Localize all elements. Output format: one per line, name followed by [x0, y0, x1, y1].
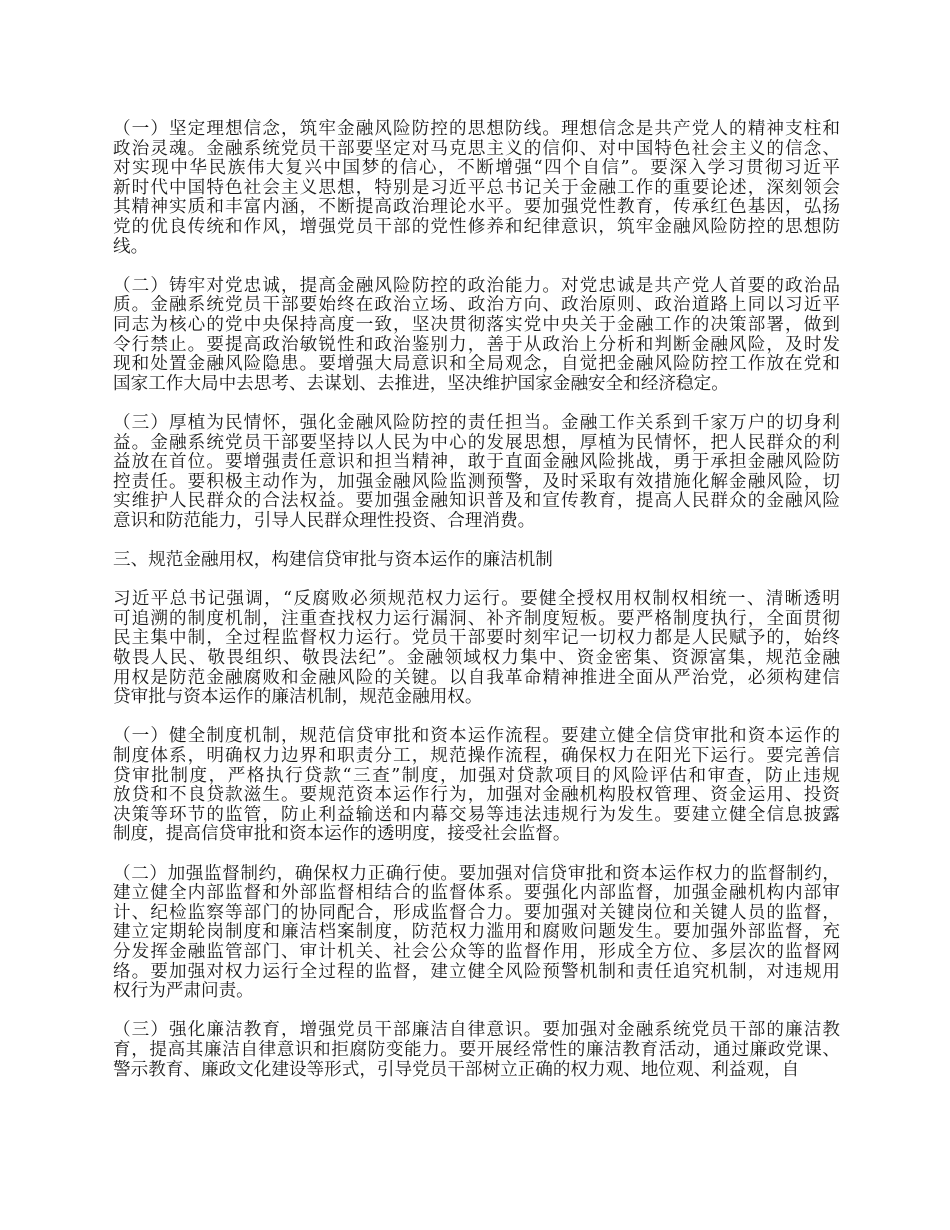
- section-heading: [113, 551, 840, 571]
- document-page: [113, 120, 840, 1100]
- text-line: 贷审批制度，严格执行贷款“三查”制度，加强对贷款项目的风险评估和审查，防止违规: [113, 765, 840, 786]
- text-line: 决策等环节的监管，防止利益输送和内幕交易等违法违规行为发生。要建立健全信息披露: [113, 804, 840, 825]
- text-line: 敬畏人民、敬畏组织、敬畏法纪”。金融领域权力集中、资金密集、资源富集，规范金融: [113, 648, 840, 669]
- text-line: 制度体系，明确权力边界和职责分工，规范操作流程，确保权力在阳光下运行。要完善信: [113, 746, 840, 766]
- text-line: （二）加强监督制约，确保权力正确行使。要加强对信贷审批和资本运作权力的监督制约，: [113, 863, 840, 884]
- paragraph: [113, 120, 840, 257]
- text-line: 实维护人民群众的合法权益。要加强金融知识普及和宣传教育，提高人民群众的金融风险: [113, 491, 840, 512]
- text-line: 其精神实质和丰富内涵，不断提高政治理论水平。要加强党性教育，传承红色基因，弘扬: [113, 197, 840, 218]
- text-line: 三、规范金融用权，构建信贷审批与资本运作的廉洁机制: [113, 550, 553, 571]
- text-line: 同志为核心的党中央保持高度一致，坚决贯彻落实党中央关于金融工作的决策部署，做到: [113, 314, 840, 335]
- text-line: 放贷和不良贷款滋生。要规范资本运作行为，加强对金融机构股权管理、资金运用、投资: [113, 785, 840, 806]
- text-line: 用权是防范金融腐败和金融风险的关键。以自我革命精神推进全面从严治党，必须构建信: [113, 667, 840, 688]
- text-line: （一）坚定理想信念，筑牢金融风险防控的思想防线。理想信念是共产党人的精神支柱和: [113, 119, 840, 139]
- text-line: 对实现中华民族伟大复兴中国梦的信心，不断增强“四个自信”。要深入学习贯彻习近平: [113, 158, 840, 179]
- paragraph: [113, 727, 840, 845]
- text-line: 国家工作大局中去思考、去谋划、去推进，坚决维护国家金融安全和经济稳定。: [113, 373, 729, 394]
- text-line: （三）厚植为民情怀，强化金融风险防控的责任担当。金融工作关系到千家万户的切身利: [113, 412, 840, 433]
- text-line: 络。要加强对权力运行全过程的监督，建立健全风险预警机制和责任追究机制，对违规用: [113, 961, 840, 982]
- paragraph: [113, 590, 840, 708]
- paragraph: [113, 414, 840, 532]
- text-line: 益放在首位。要增强责任意识和担当精神，敢于直面金融风险挑战，勇于承担金融风险防: [113, 452, 840, 473]
- text-line: 质。金融系统党员干部要始终在政治立场、政治方向、政治原则、政治道路上同以习近平: [113, 295, 840, 316]
- text-line: 权行为严肃问责。: [113, 981, 254, 1002]
- text-line: 民主集中制，全过程监督权力运行。党员干部要时刻牢记一切权力都是人民赋予的，始终: [113, 628, 840, 649]
- text-line: 意识和防范能力，引导人民群众理性投资、合理消费。: [113, 510, 536, 531]
- text-line: 育，提高其廉洁自律意识和拒腐防变能力。要开展经常性的廉洁教育活动，通过廉政党课、: [113, 1039, 840, 1060]
- text-line: 党的优良传统和作风，增强党员干部的党性修养和纪律意识，筑牢金融风险防控的思想防: [113, 216, 840, 237]
- paragraph: [113, 277, 840, 395]
- text-line: 分发挥金融监管部门、审计机关、社会公众等的监督作用，形成全方位、多层次的监督网: [113, 941, 840, 962]
- text-line: 新时代中国特色社会主义思想，特别是习近平总书记关于金融工作的重要论述，深刻领会: [113, 177, 840, 198]
- text-line: 可追溯的制度机制，注重查找权力运行漏洞、补齐制度短板。要严格制度执行，全面贯彻: [113, 608, 840, 629]
- text-line: 贷审批与资本运作的廉洁机制，规范金融用权。: [113, 687, 483, 708]
- text-line: 警示教育、廉政文化建设等形式，引导党员干部树立正确的权力观、地位观、利益观，自: [113, 1059, 800, 1080]
- text-line: 政治灵魂。金融系统党员干部要坚定对马克思主义的信仰、对中国特色社会主义的信念、: [113, 138, 840, 159]
- text-line: 控责任。要积极主动作为，加强金融风险监测预警，及时采取有效措施化解金融风险，切: [113, 471, 840, 492]
- text-line: 计、纪检监察等部门的协同配合，形成监督合力。要加强对关键岗位和关键人员的监督，: [113, 902, 840, 923]
- text-line: 制度，提高信贷审批和资本运作的透明度，接受社会监督。: [113, 824, 571, 845]
- paragraph: [113, 865, 840, 1002]
- text-line: 建立定期轮岗制度和廉洁档案制度，防范权力滥用和腐败问题发生。要加强外部监督，充: [113, 922, 840, 943]
- paragraph: [113, 1021, 840, 1080]
- text-line: 线。: [113, 236, 149, 257]
- text-line: （三）强化廉洁教育，增强党员干部廉洁自律意识。要加强对金融系统党员干部的廉洁教: [113, 1020, 840, 1041]
- text-line: 建立健全内部监督和外部监督相结合的监督体系。要强化内部监督，加强金融机构内部审: [113, 883, 840, 904]
- text-line: 益。金融系统党员干部要坚持以人民为中心的发展思想，厚植为民情怀，把人民群众的利: [113, 432, 840, 453]
- text-line: （一）健全制度机制，规范信贷审批和资本运作流程。要建立健全信贷审批和资本运作的: [113, 726, 840, 747]
- text-line: 令行禁止。要提高政治敏锐性和政治鉴别力，善于从政治上分析和判断金融风险，及时发: [113, 334, 840, 355]
- text-line: 习近平总书记强调，“反腐败必须规范权力运行。要健全授权用权制权相统一、清晰透明: [113, 589, 840, 610]
- text-line: 现和处置金融风险隐患。要增强大局意识和全局观念，自觉把金融风险防控工作放在党和: [113, 354, 840, 375]
- text-line: （二）铸牢对党忠诚，提高金融风险防控的政治能力。对党忠诚是共产党人首要的政治品: [113, 275, 840, 296]
